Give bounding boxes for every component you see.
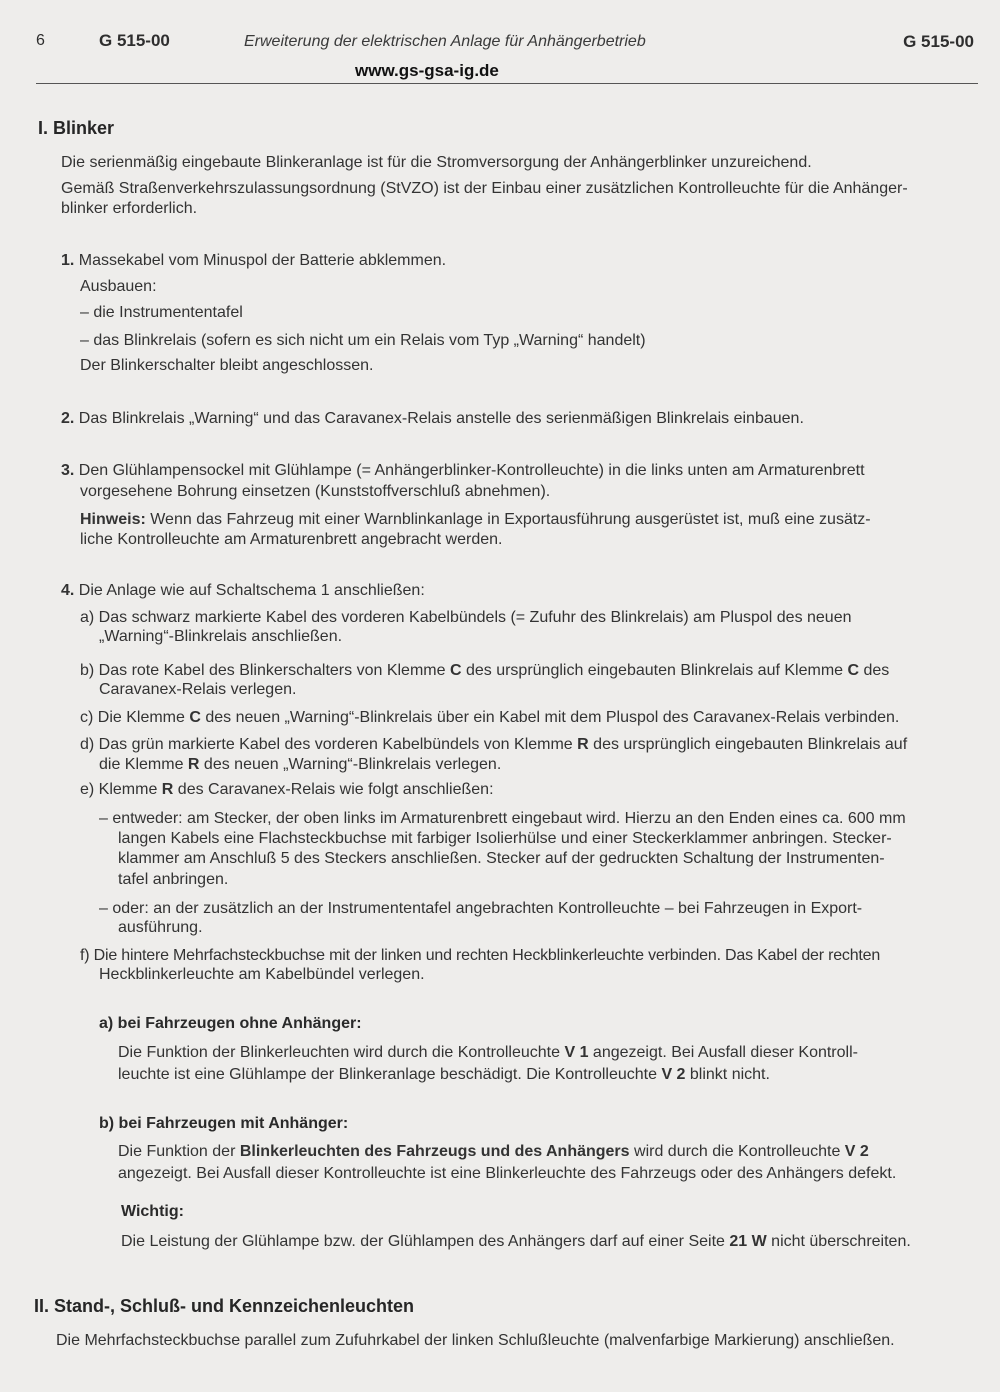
page-header <box>0 0 1000 90</box>
item-f-line1: f) Die hintere Mehrfachsteckbuchse mit der linken und rechten Heckblinkerleuchte verbinden. Das Kabel der rechten <box>80 947 881 964</box>
hinweis-label: Hinweis: <box>80 511 146 528</box>
item-b-line1 <box>80 661 889 681</box>
step-1 <box>61 251 446 271</box>
item-d-line2 <box>99 755 501 775</box>
item-a-line1: a) Das schwarz markierte Kabel des vorderen Kabelbündels (= Zufuhr des Blinkrelais) am Pluspol des neuen <box>80 609 852 626</box>
intro-paragraph-1: Die serienmäßig eingebaute Blinkeranlage ist für die Stromversorgung der Anhängerblinker unzureichend. <box>61 154 812 171</box>
step-number: 4. <box>61 582 75 599</box>
step-number: 1. <box>61 252 75 269</box>
step-number: 3. <box>61 462 75 479</box>
wichtig-text-part: nicht überschreiten. <box>766 1233 911 1250</box>
wattage: 21 W <box>729 1233 767 1250</box>
case-b-heading: b) bei Fahrzeugen mit Anhänger: <box>99 1115 349 1132</box>
hinweis-line1 <box>80 510 871 530</box>
item-b-text: b) Das rote Kabel des Blinkerschalters von Klemme <box>80 662 450 679</box>
item-e2-line2: ausführung. <box>118 919 203 936</box>
intro-paragraph-2-line1: Gemäß Straßenverkehrszulassungsordnung (StVZO) ist der Einbau einer zusätzlichen Kontrolleuchte für die Anhänger- <box>61 180 908 197</box>
item-e-text: des Caravanex-Relais wie folgt anschließen: <box>173 781 494 798</box>
item-b-text: des <box>859 662 890 679</box>
hinweis-text: Wenn das Fahrzeug mit einer Warnblinkanlage in Exportausführung ausgerüstet ist, muß eine zusätz- <box>145 511 871 528</box>
klemme-c: C <box>847 662 860 679</box>
item-e-text: e) Klemme <box>80 781 162 798</box>
page-number: 6 <box>36 32 45 49</box>
case-b-line2: angezeigt. Bei Ausfall dieser Kontrolleuchte ist eine Blinkerleuchte des Fahrzeugs oder des Anhängers defekt. <box>118 1165 897 1182</box>
step-3-line1 <box>61 461 865 481</box>
dash-item-instrumententafel: – die Instrumententafel <box>80 304 243 321</box>
klemme-c: C <box>449 662 462 679</box>
case-a-line2 <box>118 1065 770 1085</box>
item-e1-line4: tafel anbringen. <box>118 871 229 888</box>
step-text: Das Blinkrelais „Warning“ und das Caravanex-Relais anstelle des serienmäßigen Blinkrelais einbauen. <box>78 410 804 427</box>
step-3-line2: vorgesehene Bohrung einsetzen (Kunststoffverschluß abnehmen). <box>80 483 551 500</box>
section-2-text: Die Mehrfachsteckbuchse parallel zum Zufuhrkabel der linken Schlußleuchte (malvenfarbige Markierung) anschließen. <box>56 1332 895 1349</box>
case-a-heading: a) bei Fahrzeugen ohne Anhänger: <box>99 1015 362 1032</box>
section-heading-leuchten: II. Stand-, Schluß- und Kennzeichenleuchten <box>34 1296 415 1316</box>
klemme-r: R <box>187 756 200 773</box>
document-code-right: G 515-00 <box>903 32 974 51</box>
case-a-text: leuchte ist eine Glühlampe der Blinkeranlage beschädigt. Die Kontrolleuchte <box>118 1066 662 1083</box>
document-code-left: G 515-00 <box>99 31 170 50</box>
klemme-r: R <box>161 781 174 798</box>
step-text: Massekabel vom Minuspol der Batterie abklemmen. <box>78 252 447 269</box>
item-a-line2: „Warning“-Blinkrelais anschließen. <box>99 628 343 645</box>
item-b-text: des ursprünglich eingebauten Blinkrelais auf Klemme <box>461 662 848 679</box>
item-e1-line1: – entweder: am Stecker, der oben links im Armaturenbrett eingebaut wird. Hierzu an den Enden eines ca. 600 mm <box>99 810 906 827</box>
case-a-text: angezeigt. Bei Ausfall dieser Kontroll- <box>588 1044 858 1061</box>
item-d-text: des neuen „Warning“-Blinkrelais verlegen. <box>199 756 502 773</box>
step-1-note: Der Blinkerschalter bleibt angeschlossen. <box>80 357 374 374</box>
item-b-line2: Caravanex-Relais verlegen. <box>99 681 297 698</box>
item-d-text: d) Das grün markierte Kabel des vorderen Kabelbündels von Klemme <box>80 736 578 753</box>
step-text: Den Glühlampensockel mit Glühlampe (= Anhängerblinker-Kontrolleuchte) in die links unten am Armaturenbrett <box>78 462 865 479</box>
item-d-text: die Klemme <box>99 756 188 773</box>
item-f-line2: Heckblinkerleuchte am Kabelbündel verlegen. <box>99 966 425 983</box>
klemme-r: R <box>577 736 589 753</box>
item-e1-line2: langen Kabels eine Flachsteckbuchse mit farbiger Isolierhülse und einer Steckerklammer anbringen. Stecker- <box>118 830 892 847</box>
ausbauen-label: Ausbauen: <box>80 278 157 295</box>
case-a-line1 <box>118 1043 858 1063</box>
item-e2-line1: – oder: an der zusätzlich an der Instrumententafel angebrachten Kontrolleuchte – bei Fahrzeugen in Export- <box>99 900 863 917</box>
step-number: 2. <box>61 410 75 427</box>
wichtig-text-part: Die Leistung der Glühlampe bzw. der Glühlampen des Anhängers darf auf einer Seite <box>121 1233 730 1250</box>
item-d-text: des ursprünglich eingebauten Blinkrelais auf <box>588 736 908 753</box>
step-4 <box>61 581 425 601</box>
item-c-text: des neuen „Warning“-Blinkrelais über ein Kabel mit dem Pluspol des Caravanex-Relais verbinden. <box>200 709 900 726</box>
klemme-c: C <box>189 709 201 726</box>
lamp-v2: V 2 <box>661 1066 686 1083</box>
section-heading-blinker: I. Blinker <box>38 118 115 138</box>
header-rule <box>36 83 978 84</box>
case-b-text: wird durch die Kontrolleuchte <box>629 1143 845 1160</box>
item-e <box>80 780 494 800</box>
item-c <box>80 708 899 728</box>
item-e1-line3: klammer am Anschluß 5 des Steckers anschließen. Stecker auf der gedruckten Schaltung der Instrumenten- <box>118 850 885 867</box>
lamp-v2: V 2 <box>844 1143 869 1160</box>
item-d-line1 <box>80 735 907 755</box>
case-a-text: blinkt nicht. <box>685 1066 770 1083</box>
item-c-text: c) Die Klemme <box>80 709 190 726</box>
document-title: Erweiterung der elektrischen Anlage für Anhängerbetrieb <box>244 33 646 50</box>
step-text: Die Anlage wie auf Schaltschema 1 anschließen: <box>78 582 425 599</box>
watermark-url: www.gs-gsa-ig.de <box>355 61 499 80</box>
case-b-bold-text: Blinkerleuchten des Fahrzeugs und des Anhängers <box>239 1143 630 1160</box>
lamp-v1: V 1 <box>564 1044 589 1061</box>
case-b-line1 <box>118 1142 869 1162</box>
wichtig-heading: Wichtig: <box>121 1203 184 1220</box>
intro-paragraph-2-line2: blinker erforderlich. <box>61 200 198 217</box>
case-b-text: Die Funktion der <box>118 1143 240 1160</box>
step-2 <box>61 409 804 429</box>
wichtig-text <box>121 1232 911 1252</box>
case-a-text: Die Funktion der Blinkerleuchten wird durch die Kontrolleuchte <box>118 1044 565 1061</box>
hinweis-line2: liche Kontrolleuchte am Armaturenbrett angebracht werden. <box>80 531 503 548</box>
dash-item-blinkrelais: – das Blinkrelais (sofern es sich nicht um ein Relais vom Typ „Warning“ handelt) <box>80 332 646 349</box>
